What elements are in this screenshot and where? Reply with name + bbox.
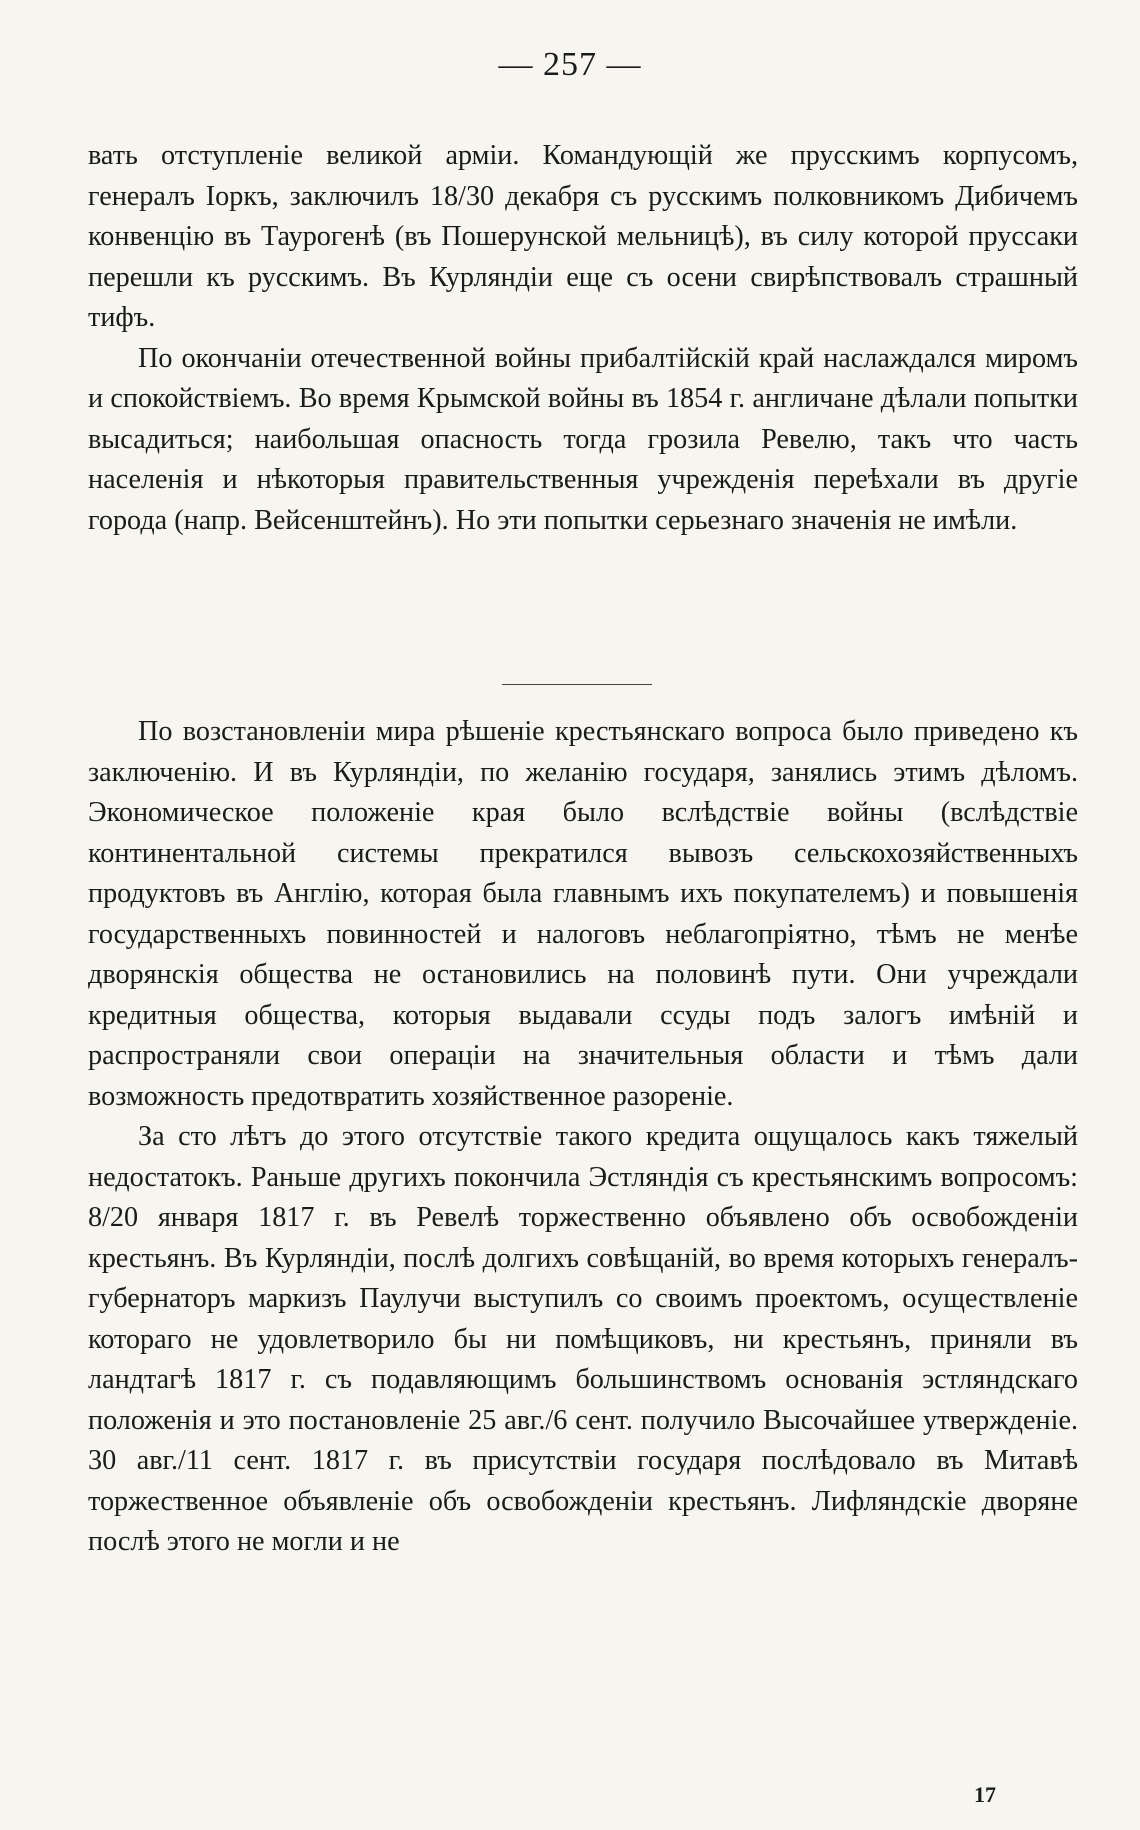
page-number: — 257 — xyxy=(498,46,642,83)
paragraph-peasant-question: По возстановленіи мира рѣшеніе крестьянскаго вопроса было приведено къ заключенію. И въ Курляндіи, по желанію государя, занялись этимъ дѣломъ. Экономическое положеніе края было вслѣдствіе войны (вслѣдствіе континентальной системы прекратился вывозъ сельскохозяйственныхъ продуктовъ въ Англію, которая была главнымъ ихъ покупателемъ) и повышенія государственныхъ повинностей и налоговъ неблагопріятно, тѣмъ не менѣе дворянскія общества не остановились на половинѣ пути. Они учреждали кредитныя общества, которыя выдавали ссуды подъ залогъ имѣній и распространяли свои операціи на значительныя области и тѣмъ дали возможность предотвратить хозяйственное разореніе. xyxy=(88,716,1078,1112)
paragraph-crimean-war: По окончаніи отечественной войны прибалтійскій край наслаждался миромъ и спокойствіемъ. Во время Крымской войны въ 1854 г. англичане дѣлали попытки высадиться; наибольшая опасность тогда грозила Ревелю, такъ что часть населенія и нѣкоторыя правительственныя учрежденія переѣхали въ другіе города (напр. Вейсенштейнъ). Но эти попытки серьезнаго значенія не имѣли. xyxy=(88,342,1078,536)
text-section-upper xyxy=(88,136,1078,541)
paragraph-continued: вать отступленіе великой арміи. Командующій же прусскимъ корпусомъ, генералъ Іоркъ, заключилъ 18/30 декабря съ русскимъ полковникомъ Дибичемъ конвенцію въ Таурогенѣ (въ Пошерунской мельницѣ), въ силу которой пруссаки перешли къ русскимъ. Въ Курляндіи еще съ осени свирѣпствовалъ страшный тифъ. xyxy=(88,140,1078,333)
section-divider xyxy=(502,684,652,685)
printer-signature-mark: 17 xyxy=(974,1782,996,1807)
paragraph-emancipation: За сто лѣтъ до этого отсутствіе такого кредита ощущалось какъ тяжелый недостатокъ. Раньше другихъ покончила Эстляндія съ крестьянскимъ вопросомъ: 8/20 января 1817 г. въ Ревелѣ торжественно объявлено объ освобожденіи крестьянъ. Въ Курляндіи, послѣ долгихъ совѣщаній, во время которыхъ генералъ-губернаторъ маркизъ Паулучи выступилъ со своимъ проектомъ, осуществленіе котораго не удовлетворило бы ни помѣщиковъ, ни крестьянъ, приняли въ ландтагѣ 1817 г. съ подавляющимъ большинствомъ основанія эстляндскаго положенія и это постановленіе 25 авг./6 сент. получило Высочайшее утвержденіе. 30 авг./11 сент. 1817 г. въ присутствіи государя послѣдовало въ Митавѣ торжественное объявленіе объ освобожденіи крестьянъ. Лифляндскіе дворяне послѣ этого не могли и не xyxy=(88,1121,1078,1557)
text-section-lower xyxy=(88,712,1078,1563)
